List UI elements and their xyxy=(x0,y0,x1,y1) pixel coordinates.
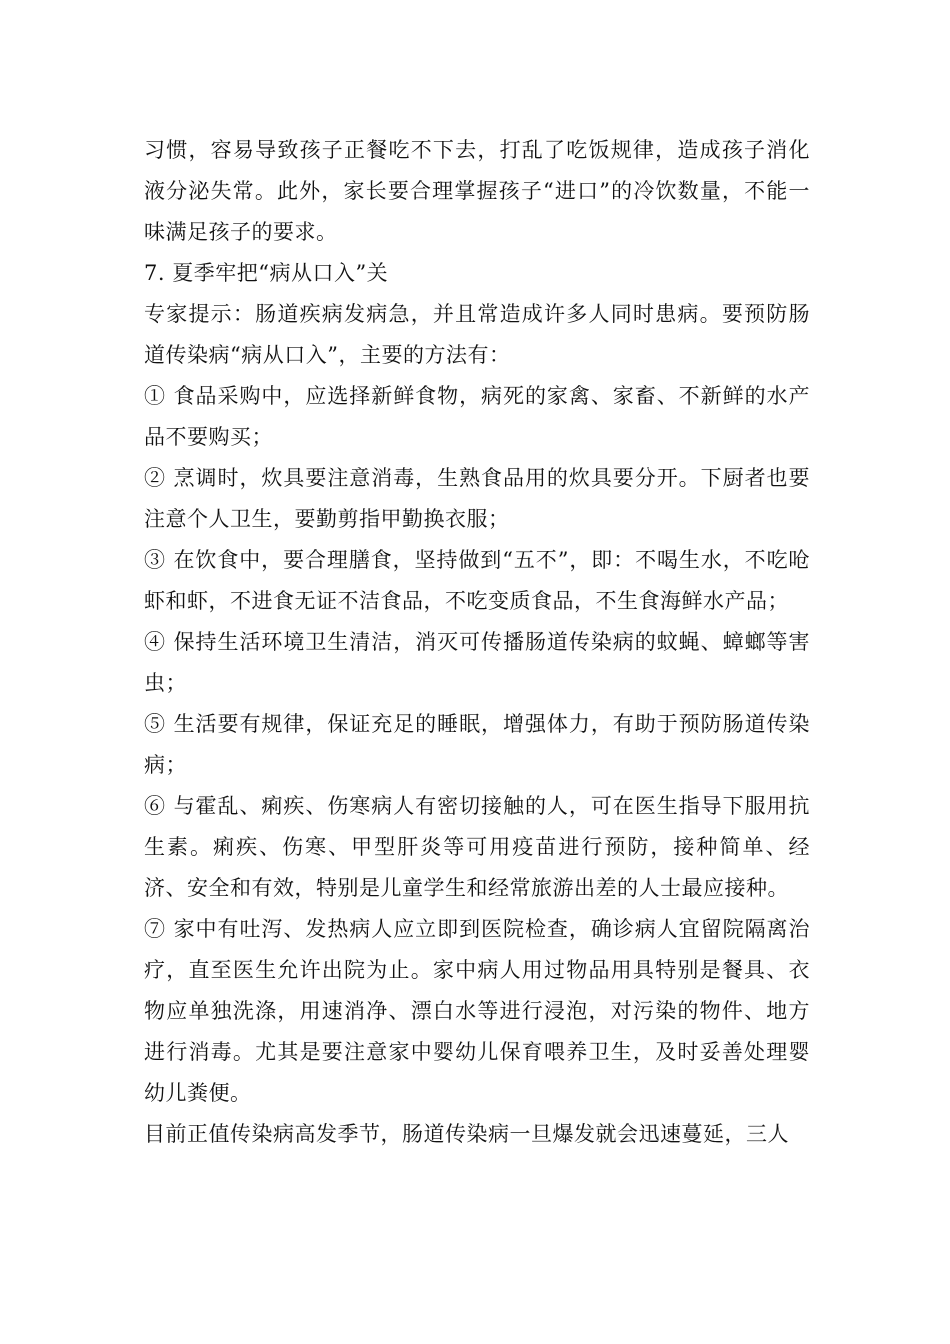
list-item-7: ⑦ 家中有吐泻、发热病人应立即到医院检查，确诊病人宜留院隔离治疗，直至医生允许出院为止。家中病人用过物品用具特别是餐具、衣物应单独洗涤，用速消净、漂白水等进行浸泡，对污染的物件、地方进行消毒。尤其是要注意家中婴幼儿保育喂养卫生，及时妥善处理婴幼儿粪便。 xyxy=(144,917,810,1105)
list-item-6: ⑥ 与霍乱、痢疾、伤寒病人有密切接触的人，可在医生指导下服用抗生素。痢疾、伤寒、甲型肝炎等可用疫苗进行预防，接种简单、经济、安全和有效，特别是儿童学生和经常旅游出差的人士最应接种。 xyxy=(144,794,810,900)
paragraph-expert-tip: 专家提示：肠道疾病发病急，并且常造成许多人同时患病。要预防肠道传染病“病从口入”，主要的方法有： xyxy=(144,302,810,367)
paragraph-continuation: 习惯，容易导致孩子正餐吃不下去，打乱了吃饭规律，造成孩子消化液分泌失常。此外，家长要合理掌握孩子“进口”的冷饮数量，不能一味满足孩子的要求。 xyxy=(144,138,810,244)
list-item-1: ① 食品采购中，应选择新鲜食物，病死的家禽、家畜、不新鲜的水产品不要购买； xyxy=(144,384,810,449)
section-heading-7: 7. 夏季牢把“病从口入”关 xyxy=(144,261,389,285)
list-item-5: ⑤ 生活要有规律，保证充足的睡眠，增强体力，有助于预防肠道传染病； xyxy=(144,712,810,777)
list-item-3: ③ 在饮食中，要合理膳食，坚持做到“五不”，即：不喝生水，不吃呛虾和虾，不进食无证不洁食品，不吃变质食品，不生食海鲜水产品； xyxy=(144,548,810,613)
document-body xyxy=(144,130,810,1155)
list-item-4: ④ 保持生活环境卫生清洁，消灭可传播肠道传染病的蚊蝇、蟑螂等害虫； xyxy=(144,630,810,695)
list-item-2: ② 烹调时，炊具要注意消毒，生熟食品用的炊具要分开。下厨者也要注意个人卫生，要勤剪指甲勤换衣服； xyxy=(144,466,810,531)
paragraph-closing: 目前正值传染病高发季节，肠道传染病一旦爆发就会迅速蔓延，三人 xyxy=(144,1122,789,1146)
